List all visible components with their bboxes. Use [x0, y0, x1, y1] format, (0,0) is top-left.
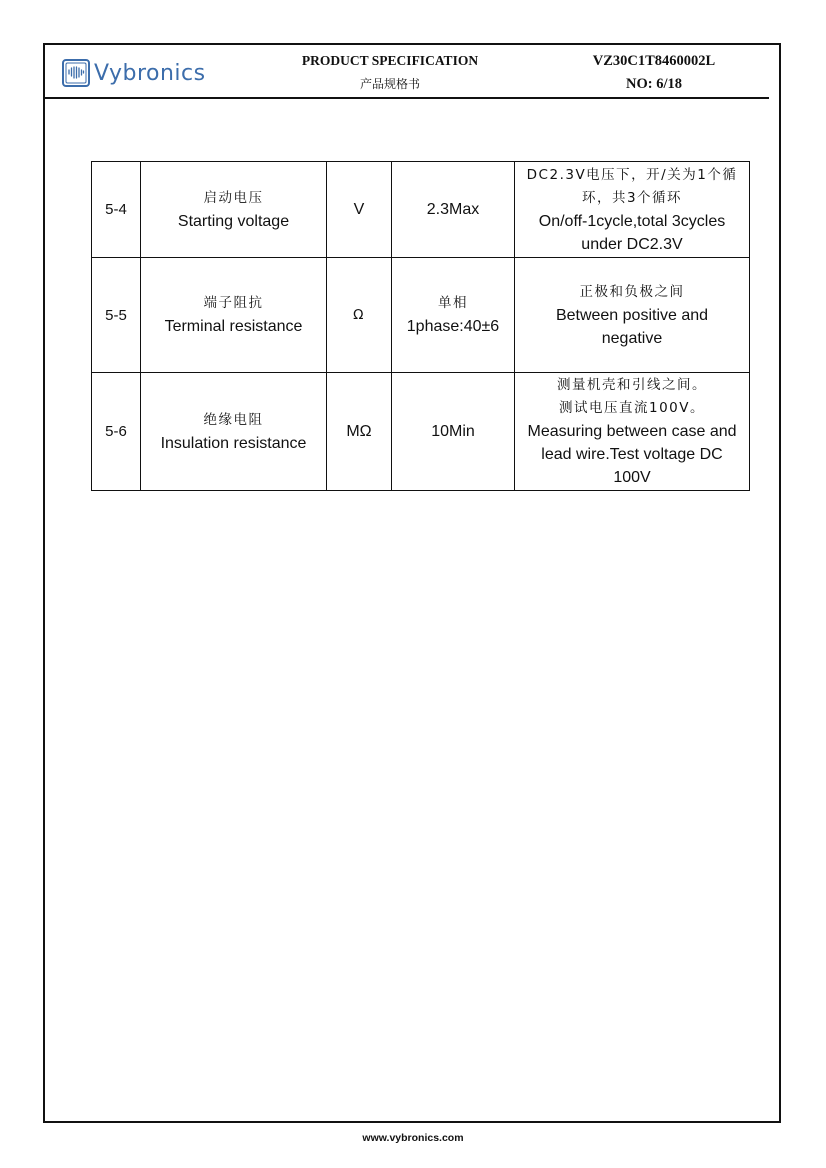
remark-line: lead wire.Test voltage DC: [541, 446, 723, 463]
specification-table: [91, 161, 750, 491]
unit-cell: [327, 162, 392, 258]
unit-cell: [327, 258, 392, 373]
item-name-cell: [141, 162, 327, 258]
value-text: 单相: [438, 295, 468, 311]
remark-cell: [515, 162, 750, 258]
remark-line: negative: [601, 329, 663, 347]
value-text: 2.3Max: [426, 201, 480, 218]
value-text: 10Min: [431, 423, 475, 440]
remark-line: On/off-1cycle,total 3cycles: [538, 212, 726, 230]
item-id-cell: 5-4: [92, 162, 141, 258]
item-name-cell: [141, 373, 327, 491]
document-number: VZ30C1T8460002L: [592, 53, 716, 69]
remark-line: 环，共3个循环: [581, 189, 683, 206]
page-frame: [43, 43, 781, 1123]
remark-cell: [515, 373, 750, 491]
header-divider: [45, 97, 769, 99]
item-name-en: Insulation resistance: [160, 434, 307, 452]
value-text: 1phase:40±6: [406, 318, 500, 335]
item-name-cn: 端子阻抗: [203, 295, 264, 311]
item-name-cn: 绝缘电阻: [203, 411, 264, 428]
table-row: [92, 373, 750, 491]
page-number: NO: 6/18: [626, 76, 682, 92]
unit-text: Ω: [353, 306, 365, 323]
unit-text: V: [353, 201, 365, 218]
table-row: [92, 258, 750, 373]
remark-line: Between positive and: [555, 306, 709, 324]
unit-text: MΩ: [346, 423, 372, 440]
item-name-cn: 启动电压: [203, 189, 264, 206]
logo-text: Vybronics: [94, 60, 206, 86]
unit-cell: [327, 373, 392, 491]
item-id-cell: 5-5: [92, 258, 141, 373]
item-id-cell: 5-6: [92, 373, 141, 491]
company-logo: [62, 58, 206, 88]
remark-line: 测量机壳和引线之间。: [557, 377, 707, 393]
page-header: [45, 45, 779, 99]
remark-line: 测试电压直流100V。: [558, 400, 705, 416]
remark-line: Measuring between case and: [527, 423, 737, 440]
remark-line: DC2.3V电压下，开/关为1个循: [526, 166, 738, 183]
item-name-cell: [141, 258, 327, 373]
vybronics-logo-icon: [62, 59, 90, 87]
value-cell: [392, 373, 515, 491]
remark-line: 100V: [613, 469, 651, 486]
remark-cell: [515, 258, 750, 373]
table-row: [92, 162, 750, 258]
document-title: PRODUCT SPECIFICATION: [301, 53, 479, 68]
item-name-en: Terminal resistance: [164, 318, 303, 335]
remark-line: under DC2.3V: [581, 235, 683, 253]
footer-website: www.vybronics.com: [362, 1132, 464, 1144]
value-cell: [392, 258, 515, 373]
item-name-en: Starting voltage: [177, 212, 290, 230]
document-title-cn: 产品规格书: [359, 77, 420, 91]
value-cell: [392, 162, 515, 258]
remark-line: 正极和负极之间: [579, 283, 685, 300]
